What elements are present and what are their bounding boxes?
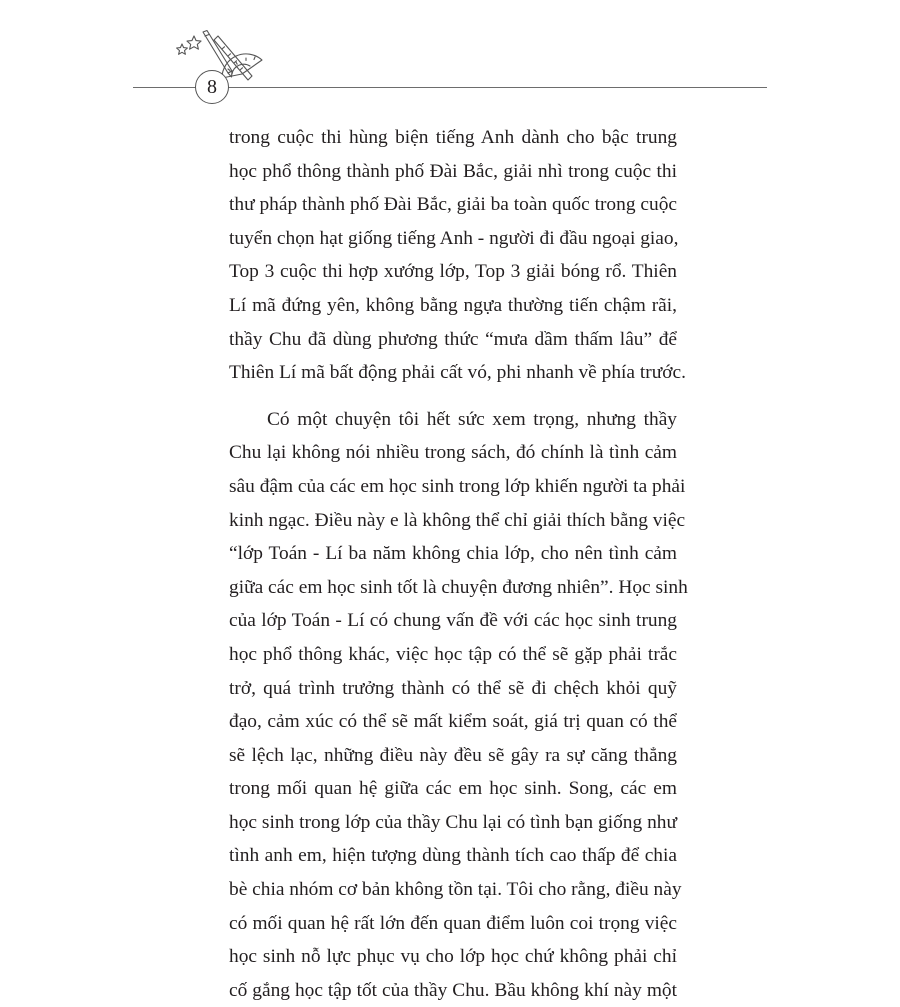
text-line: sẽ lệch lạc, những điều này đều sẽ gây ra sự căng thẳng bbox=[229, 744, 677, 766]
text-line: sâu đậm của các em học sinh trong lớp khiến người ta phải bbox=[229, 475, 686, 497]
text-line: kinh ngạc. Điều này e là không thể chỉ giải thích bằng việc bbox=[229, 509, 686, 531]
text-line: Thiên Lí mã bất động phải cất vó, phi nhanh về phía trước. bbox=[229, 362, 686, 384]
text-line: tuyển chọn hạt giống tiếng Anh - người đi đầu ngoại giao, bbox=[229, 227, 679, 249]
text-line: Chu lại không nói nhiều trong sách, đó chính là tình cảm bbox=[229, 442, 677, 464]
text-line: Có một chuyện tôi hết sức xem trọng, nhưng thầy bbox=[267, 408, 677, 430]
text-line: học phổ thông thành phố Đài Bắc, giải nhì trong cuộc thi bbox=[229, 160, 677, 182]
text-line: đạo, cảm xúc có thể sẽ mất kiểm soát, giá trị quan có thể bbox=[229, 711, 677, 733]
text-line: trong mối quan hệ giữa các em học sinh. Song, các em bbox=[229, 778, 677, 800]
paragraph bbox=[229, 403, 688, 1007]
text-line: Lí mã đứng yên, không bằng ngựa thường tiến chậm rãi, bbox=[229, 294, 677, 316]
text-line: trong cuộc thi hùng biện tiếng Anh dành cho bậc trung bbox=[229, 127, 677, 148]
page-number-badge bbox=[195, 70, 229, 104]
text-line: của lớp Toán - Lí có chung vấn đề với các học sinh trung bbox=[229, 610, 677, 632]
text-line: Top 3 cuộc thi hợp xướng lớp, Top 3 giải bóng rổ. Thiên bbox=[229, 261, 677, 283]
text-line: trở, quá trình trưởng thành có thể sẽ đi chệch khỏi quỹ bbox=[229, 677, 677, 699]
text-line: có mối quan hệ rất lớn đến quan điểm luôn coi trọng việc bbox=[229, 912, 677, 934]
text-line: “lớp Toán - Lí ba năm không chia lớp, cho nên tình cảm bbox=[229, 543, 677, 565]
text-line: thầy Chu đã dùng phương thức “mưa dầm thấm lâu” để bbox=[229, 328, 677, 350]
text-line: học sinh nỗ lực phục vụ cho lớp học chứ không phải chỉ bbox=[229, 946, 677, 968]
body-text bbox=[229, 121, 688, 1007]
text-line: học sinh trong lớp của thầy Chu lại có tình bạn giống như bbox=[229, 811, 677, 833]
text-line: bè chia nhóm cơ bản không tồn tại. Tôi cho rằng, điều này bbox=[229, 879, 682, 901]
paragraph bbox=[229, 121, 686, 390]
text-line: thư pháp thành phố Đài Bắc, giải ba toàn quốc trong cuộc bbox=[229, 194, 677, 216]
text-line: giữa các em học sinh tốt là chuyện đương nhiên”. Học sinh bbox=[229, 576, 688, 598]
text-line: tình anh em, hiện tượng dùng thành tích cao thấp để chia bbox=[229, 845, 677, 867]
page-number: 8 bbox=[207, 76, 217, 98]
text-line: học phổ thông khác, việc học tập có thể sẽ gặp phải trắc bbox=[229, 643, 677, 665]
text-line: cố gắng học tập tốt của thầy Chu. Bầu không khí này một bbox=[229, 979, 677, 1001]
